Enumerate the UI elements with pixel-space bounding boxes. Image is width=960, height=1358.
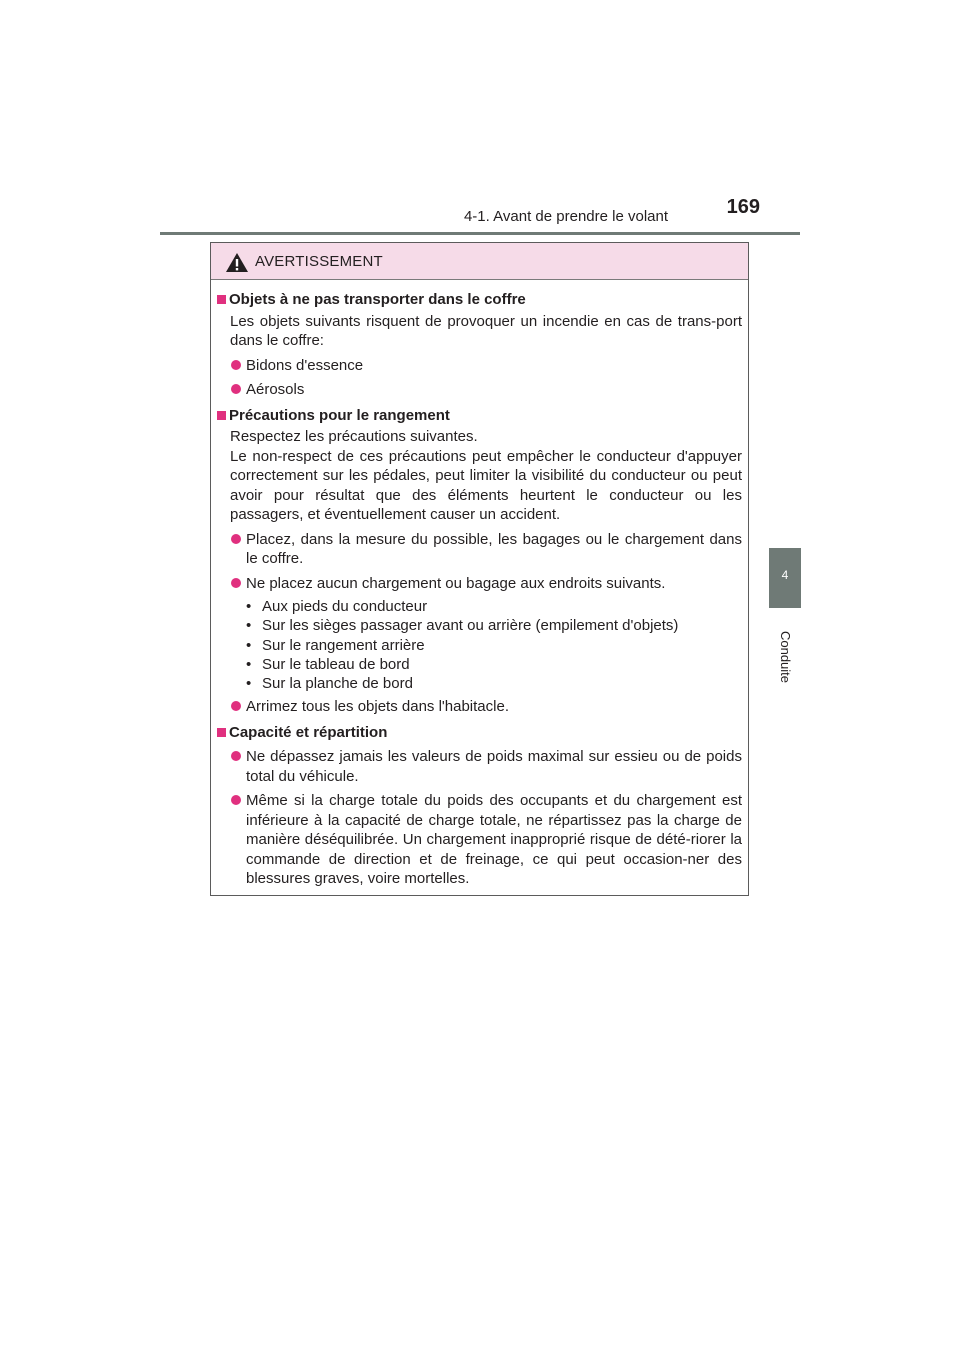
dot-bullet-icon: • <box>246 675 252 693</box>
list-item-text: Placez, dans la mesure du possible, les bagages ou le chargement dans le coffre. <box>246 530 742 567</box>
list-item <box>216 380 742 400</box>
section-heading-text: Objets à ne pas transporter dans le coffre <box>229 291 526 308</box>
warning-title: AVERTISSEMENT <box>255 253 383 270</box>
sub-list-item <box>216 655 742 674</box>
round-bullet-icon <box>231 701 241 711</box>
square-bullet-icon <box>217 728 226 737</box>
list-item <box>216 747 742 786</box>
list-item <box>216 530 742 569</box>
section-capacity <box>216 723 742 889</box>
list-item-text: Ne dépassez jamais les valeurs de poids maximal sur essieu ou de poids total du véhicule. <box>246 748 742 785</box>
section-objects <box>216 290 742 400</box>
round-bullet-icon <box>231 384 241 394</box>
dot-bullet-icon: • <box>246 617 252 635</box>
warning-header <box>211 243 748 280</box>
section-heading-text: Précautions pour le rangement <box>229 406 450 424</box>
sub-list-item <box>216 597 742 616</box>
sub-list <box>216 597 742 693</box>
list-item <box>216 574 742 594</box>
dot-bullet-icon: • <box>246 636 252 654</box>
paragraph: Le non-respect de ces précautions peut empêcher le conducteur d'appuyer correctement sur les pédales, peut limiter la visibilité du conducteur ou peut avoir pour résultat que des éléments heurtent le conducteur ou les passagers, et éventuellement causer un accident. <box>230 447 742 523</box>
section-heading <box>216 290 742 310</box>
list-item-text: Ne placez aucun chargement ou bagage aux endroits suivants. <box>246 574 666 592</box>
list-item <box>216 791 742 889</box>
section-heading <box>216 723 742 743</box>
square-bullet-icon <box>217 411 226 420</box>
dot-bullet-icon: • <box>246 598 252 615</box>
sub-list-item-text: Aux pieds du conducteur <box>262 598 428 615</box>
header-rule <box>160 232 800 235</box>
round-bullet-icon <box>231 795 241 805</box>
list-item <box>216 697 742 717</box>
square-bullet-icon <box>217 295 226 304</box>
sub-list-item <box>216 636 742 655</box>
section-heading <box>216 406 742 426</box>
sub-list-item-text: Sur le rangement arrière <box>262 636 425 654</box>
warning-triangle-icon <box>225 252 249 273</box>
list-item-text: Aérosols <box>246 381 305 398</box>
chapter-tab <box>769 548 801 608</box>
paragraph: Les objets suivants risquent de provoquer un incendie en cas de trans-port dans le coffre: <box>230 312 742 349</box>
dot-bullet-icon: • <box>246 655 252 673</box>
sub-list-item-text: Sur la planche de bord <box>262 675 413 693</box>
sub-list-item <box>216 674 742 693</box>
round-bullet-icon <box>231 360 241 370</box>
list-item <box>216 356 742 376</box>
sub-list-item-text: Sur les sièges passager avant ou arrière (empilement d'objets) <box>262 617 679 635</box>
page-header <box>160 196 800 236</box>
list-item-text: Arrimez tous les objets dans l'habitacle. <box>246 698 509 716</box>
sub-list-item <box>216 616 742 635</box>
warning-body <box>211 280 748 889</box>
chapter-name: Conduite <box>778 630 793 684</box>
section-storage <box>216 406 742 717</box>
list-item-text: Même si la charge totale du poids des occupants et du chargement est inférieure à la capacité de charge totale, ne répartissez pas la charge de manière déséquilibrée. Un chargement inapproprié risque de dété-riorer la commande de direction et de freinage, ce qui peut occasion-ner des blessures graves, voire mortelles. <box>246 792 742 888</box>
round-bullet-icon <box>231 534 241 544</box>
sub-list-item-text: Sur le tableau de bord <box>262 655 410 673</box>
list-item-text: Bidons d'essence <box>246 356 364 374</box>
round-bullet-icon <box>231 751 241 761</box>
page-number: 169 <box>726 196 760 218</box>
warning-box <box>210 242 749 896</box>
chapter-number: 4 <box>781 568 789 582</box>
round-bullet-icon <box>231 578 241 588</box>
section-heading-text: Capacité et répartition <box>229 723 388 741</box>
paragraph: Respectez les précautions suivantes. <box>230 428 478 445</box>
section-title: 4-1. Avant de prendre le volant <box>463 208 668 225</box>
